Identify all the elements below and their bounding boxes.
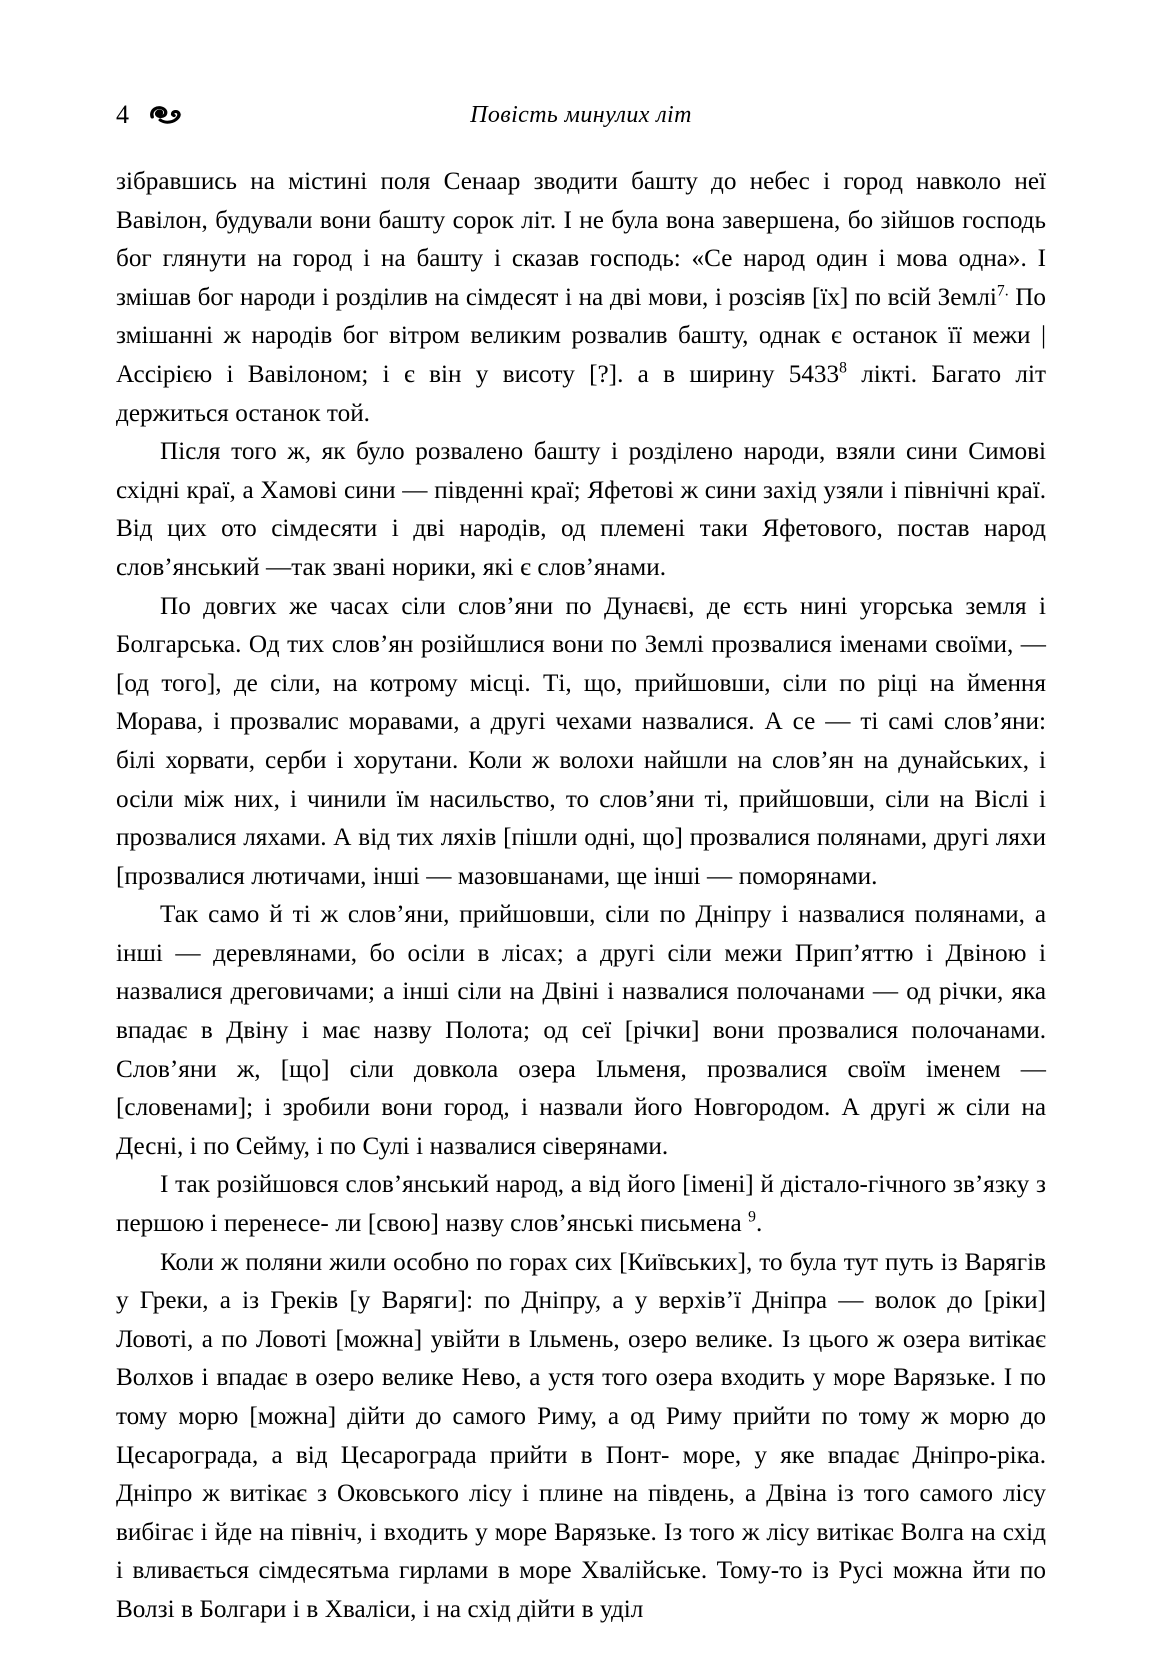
paragraph-text-end: лікті. Багато літ держиться останок той.	[116, 360, 1046, 427]
footnote-marker-8: 8	[839, 359, 847, 377]
paragraph-slavs-danube: По довгих же часах сіли слов’яни по Дунаєві, де єсть нині угорська земля і Болгарська. Од тих слов’ян розійшлися вони по Землі прозвалися іменами своїми, — [од того], де сіли, на котрому місці. Ті, що, прийшовши, сіли по ріці на ймення Морава, і прозвалис моравами, а другі чехами назвалися. А се — ті самі слов’яни: білі хорвати, серби і хорутани. Коли ж волохи найшли на слов’ян на дунайських, і осіли між них, і чинили їм насильство, то слов’яни ті, прийшовши, сіли на Віслі і прозвалися ляхами. А від тих ляхів [пішли одні, що] прозвалися полянами, другі ляхи [прозвалися лютичами, інші — мазовшанами, ще інші — поморянами.	[116, 592, 1046, 890]
paragraph-sons-divide-lands: Після того ж, як було розвалено башту і розділено народи, взяли сини Симові східні краї, а Хамові сини — південні краї; Яфетові ж сини захід узяли і північні краї. Від цих ото сімдесяти і дві народів, од племені таки Яфетового, постав народ слов’янський —так звані норики, які є слов’янами.	[116, 438, 1046, 581]
running-title: Повість минулих літ	[470, 102, 692, 128]
paragraph-dnipro-settlers: Так само й ті ж слов’яни, прийшовши, сіли по Дніпру і назвалися полянами, а інші — деревлянами, бо осіли в лісах; а другі сіли межи Прип’яттю і Двіною і назвалися дреговичами; а інші сіли на Двіні і назвалися полочанами — од річки, яка впадає в Двіну і має назву Полота; од сеї [річки] вони прозвалися полочанами. Слов’яни ж, [що] сіли довкола озера Ільменя, прозвалися своїм іменем — [словенами]; і зробили вони город, і назвали його Новгородом. А другі ж сіли на Десні, і по Сейму, і по Сулі і назвалися сіверянами.	[116, 901, 1046, 1160]
paragraph-babel-tower	[116, 163, 1046, 433]
paragraph-text-cont: По змішанні ж народів бог вітром великим розвалив башту, однак є останок її межи | Ассірією і Вавілоном; і є він у висоту [?]. а в ширину 5433	[116, 283, 1047, 388]
paragraph-route-varangians-greeks: Коли ж поляни жили особно по горах сих [Київських], то була тут путь із Варягів у Греки, а із Греків [у Варяги]: по Дніпру, а у верхів’ї Дніпра — волок до [ріки] Ловоті, а по Ловоті [можна] увійти в Ільмень, озеро велике. Із цього ж озера витікає Волхов і впадає в озеро велике Нево, а устя того озера входить у море Варязьке. І по тому морю [можна] дійти до самого Риму, а од Риму прийти по тому ж морю до Цесарограда, а від Цесарограда прийти в Понт- море, у яке впадає Дніпро-ріка. Дніпро ж витікає з Оковського лісу і плине на південь, а Двіна із того самого лісу вибігає і йде на північ, і входить у море Варязьке. Із того ж лісу витікає Волга на схід і вливається сімдесятьма гирлами в море Хвалійське. Тому-то із Русі можна йти по Волзі в Болгари і в Хваліси, і на схід дійти в уділ	[116, 1248, 1046, 1623]
running-header	[116, 98, 1046, 138]
footnote-marker-9: 9	[748, 1208, 756, 1226]
body-text-block	[116, 163, 1046, 1630]
page-number: 4	[116, 100, 129, 129]
paragraph-slavic-letters	[116, 1166, 1046, 1243]
paragraph-text: І так розійшовся слов’янський народ, а від його [імені] й дістало-гічного зв’язку з першою і перенесе- ли [свою] назву слов’янські письмена	[116, 1171, 1046, 1238]
paragraph-text: зібравшись на містині поля Сенаар зводити башту до небес і город навколо неї Вавілон, будували вони башту сорок літ. І не була вона завершена, бо зійшов господь бог глянути на город і на башту і сказав господь: «Се народ один і мова одна». І змішав бог народи і розділив на сімдесят і на дві мови, і розсіяв [їх] по всій Землі	[116, 168, 1046, 311]
paragraph-text-end: .	[755, 1210, 763, 1238]
footnote-marker-7: 7.	[996, 282, 1009, 300]
